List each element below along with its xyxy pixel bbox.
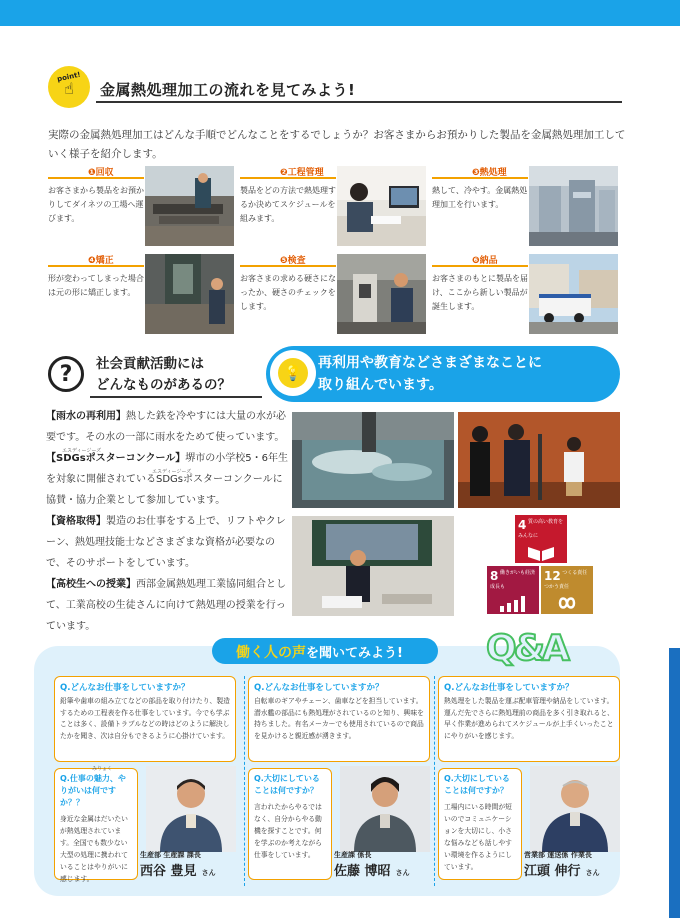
- step-label: ❸熱処理: [472, 168, 507, 178]
- qa-column-3: [438, 676, 622, 886]
- qa-question: Q.大切にしていることは何ですか？: [254, 774, 320, 795]
- step-label: ❹矯正: [88, 256, 114, 266]
- answer-line2: 取り組んでいます。: [318, 377, 443, 393]
- section2-underline: [90, 396, 262, 398]
- activity-head: 【雨水の再利用】: [46, 411, 126, 422]
- answer-banner-text: [318, 352, 542, 396]
- step-photo-furnace: [529, 166, 618, 246]
- honorific: さん: [395, 869, 410, 877]
- section1-divider: [96, 101, 622, 103]
- ruby-sdgs: エスディージーズ: [152, 469, 192, 475]
- step-photo-hardness-test: [337, 254, 426, 334]
- section2-question-line1: 社会貢献活動には: [96, 356, 204, 372]
- activity-body: 製造のお仕事をする上で、リフトやクレーン、熱処理技能士などさまざまな資格が必要なので、そのサポートをしています。: [46, 516, 286, 569]
- qa-question: Q.どんなお仕事をしていますか？: [444, 683, 574, 693]
- qa-question: Q.大切にしていることは何ですか？: [444, 774, 510, 795]
- section2-question: [96, 354, 231, 396]
- activity-list: [46, 406, 290, 637]
- person-dept: 生産部 生産課 課長: [140, 851, 201, 859]
- qa-title-rest: を聞いてみよう!: [306, 646, 403, 661]
- column-divider: [244, 676, 245, 886]
- activity-head: 【高校生への授業】: [46, 579, 136, 590]
- step-card-heat-treatment: [432, 166, 618, 246]
- side-color-bar: [669, 648, 680, 918]
- activity-head: 【資格取得】: [46, 516, 106, 527]
- step-card-straightening: [48, 254, 234, 334]
- person-name: 佐藤 博昭: [334, 864, 391, 879]
- section1-intro: 実際の金属熱処理加工はどんな手順でどんなことをするでしょうか？お客さまからお預かりした製品を金属熱処理加工していく様子を紹介します。: [48, 129, 626, 160]
- step-label: ❺検査: [280, 256, 306, 266]
- qa-answer: 工場内にいる時間が短いのでコミュニケーションを大切にし、小さな悩みなども話しやすい環境を作るようにしています。: [444, 803, 512, 871]
- person-dept: 営業部 運送係 作業長: [524, 851, 592, 859]
- ruby-sdgs: エスディージーズ: [62, 448, 102, 454]
- point-badge: [48, 66, 90, 108]
- column-divider: [434, 676, 435, 886]
- step-photo-press: [145, 254, 234, 334]
- activity-item: [46, 574, 290, 637]
- pointing-hand-icon: ☝: [64, 79, 74, 98]
- activity-item: [46, 448, 290, 511]
- sdg-text: つくる責任つかう責任: [544, 570, 588, 590]
- qa-title-highlight: 働く人の声: [236, 645, 306, 661]
- step-card-inspection: [240, 254, 426, 334]
- qa-card-value: [438, 768, 522, 880]
- activity-body: 西部金属熱処理工業協同組合として、工業高校の生徒さんに向けて熱処理の授業を行っています。: [46, 579, 286, 632]
- sdg-text: 質の高い教育をみんなに: [518, 519, 563, 539]
- section2-question-line2: どんなものがあるの？: [96, 377, 231, 393]
- step-header: [48, 166, 144, 179]
- person-name-block: [140, 850, 240, 879]
- step-card-delivery: [432, 254, 618, 334]
- qa-answer: 身近な金属はだいたいが熱処理されています。全国でも数少ない大型の処理に携われていることはやりがいに感じます。: [60, 815, 128, 883]
- point-badge-label: point!: [56, 70, 82, 84]
- person-name: 西谷 豊見: [140, 864, 197, 879]
- step-card-process-management: [240, 166, 426, 246]
- qa-title: [236, 642, 403, 662]
- honorific: さん: [585, 869, 600, 877]
- activity-head: 【SDGsポスターコンクール】: [46, 453, 186, 464]
- step-text: 製品をどの方法で熱処理するか決めてスケジュールを組みます。: [240, 186, 336, 223]
- qa-question: Q.どんなお仕事をしていますか？: [60, 683, 190, 693]
- photo-rainwater-tank: [292, 412, 454, 508]
- person-name: 江頭 伸行: [524, 864, 581, 879]
- avatar: [340, 766, 430, 852]
- step-text: 形が変わってしまった場合は元の形に矯正します。: [48, 274, 144, 297]
- step-text: お客さまの求める硬さになったか、硬さのチェックをします。: [240, 274, 336, 311]
- sdg-number: 4: [518, 518, 527, 532]
- honorific: さん: [201, 869, 216, 877]
- person-dept: 生産課 係長: [334, 851, 372, 859]
- step-header: [48, 254, 144, 267]
- step-header: [432, 166, 528, 179]
- qa-question: Q.どんなお仕事をしていますか？: [254, 683, 384, 693]
- qa-card-appeal: [54, 768, 138, 883]
- qa-card-job: [248, 676, 430, 762]
- person-name-block: [334, 850, 434, 879]
- step-text: 熱して、冷やす。金属熱処理加工を行います。: [432, 186, 528, 209]
- photo-high-school-lecture: [292, 516, 454, 616]
- sdg-goal-8-icon: [487, 566, 539, 614]
- step-text: お客さまから製品をお預かりしてダイネツの工場へ運びます。: [48, 186, 144, 223]
- qa-answer: 鉛筆や歯車の組み立てなどの部品を取り付けたり、製造するための工程表を作る仕事をしています。今でも学ぶことは多く、設備トラブルなどの時はどのように解決したかを聞き、次は自分もできるように心掛けています。: [60, 697, 230, 740]
- qa-card-job: [438, 676, 620, 762]
- photo-poster-award: [458, 412, 620, 508]
- person-name-block: [524, 850, 624, 879]
- step-label: ❶回収: [88, 168, 114, 178]
- step-photo-office: [337, 166, 426, 246]
- qa-card-value: [248, 768, 332, 880]
- answer-line1: 再利用や教育などさまざまなことに: [318, 355, 542, 371]
- qa-answer: 自転車のギアやチェーン、歯車などを担当しています。潜水艦の部品にも熱処理がされているのと知り、興味を持ちました。有名メーカーでも使用されているので商品を見かけると親近感が湧きます。: [254, 697, 424, 740]
- section1-title: 金属熱処理加工の流れを見てみよう!: [100, 81, 356, 99]
- step-text: お客さまのもとに製品を届け、ここから新しい製品が誕生します。: [432, 274, 528, 311]
- sdg-text: 働きがいも経済成長も: [490, 570, 535, 590]
- ruby-miryoku: みりょく: [92, 766, 113, 772]
- sdg-number: 12: [544, 569, 561, 583]
- qa-question: Q.仕事の魅力、やりがいは何ですか？？: [60, 774, 126, 807]
- step-label: ❷工程管理: [280, 168, 324, 178]
- avatar: [146, 766, 236, 852]
- activity-body: 堺市の小学校5・6年生を対象に開催されているSDGsポスターコンクールに協賛・協力企業として参加しています。: [46, 453, 288, 506]
- qa-answer: 言われたからやるではなく、自分からやる動機を探すことです。何を学ぶのか考えながら仕事をしています。: [254, 803, 322, 859]
- avatar: [530, 766, 620, 852]
- step-header: [240, 254, 336, 267]
- sdg-number: 8: [490, 569, 499, 583]
- step-card-collect: [48, 166, 234, 246]
- qa-logo: Q&A: [486, 628, 567, 669]
- lightbulb-icon: 💡: [270, 350, 316, 396]
- sdg-goal-12-icon: [541, 566, 593, 614]
- step-photo-truck: [145, 166, 234, 246]
- activity-item: [46, 406, 290, 448]
- step-header: [432, 254, 528, 267]
- step-label: ❻納品: [472, 256, 498, 266]
- step-photo-delivery-truck: [529, 254, 618, 334]
- qa-answer: 熱処理をした製品を運ぶ配車管理や納品をしています。運んだ先でさらに熱処理前の商品を多く引き取れると、早く作業が進められてスケジュールが上手くいったことにやりがいを感じます。: [444, 697, 614, 740]
- question-mark-icon: ?: [48, 356, 84, 392]
- sdg-goal-4-icon: [515, 515, 567, 563]
- qa-card-job: [54, 676, 236, 762]
- top-color-bar: [0, 0, 680, 26]
- activity-body: 熱した鉄を冷やすには大量の水が必要です。その水の一部に雨水をためて使っています。: [46, 411, 286, 443]
- step-header: [240, 166, 336, 179]
- qa-column-1: [54, 676, 238, 886]
- qa-column-2: [248, 676, 432, 886]
- activity-item: [46, 511, 290, 574]
